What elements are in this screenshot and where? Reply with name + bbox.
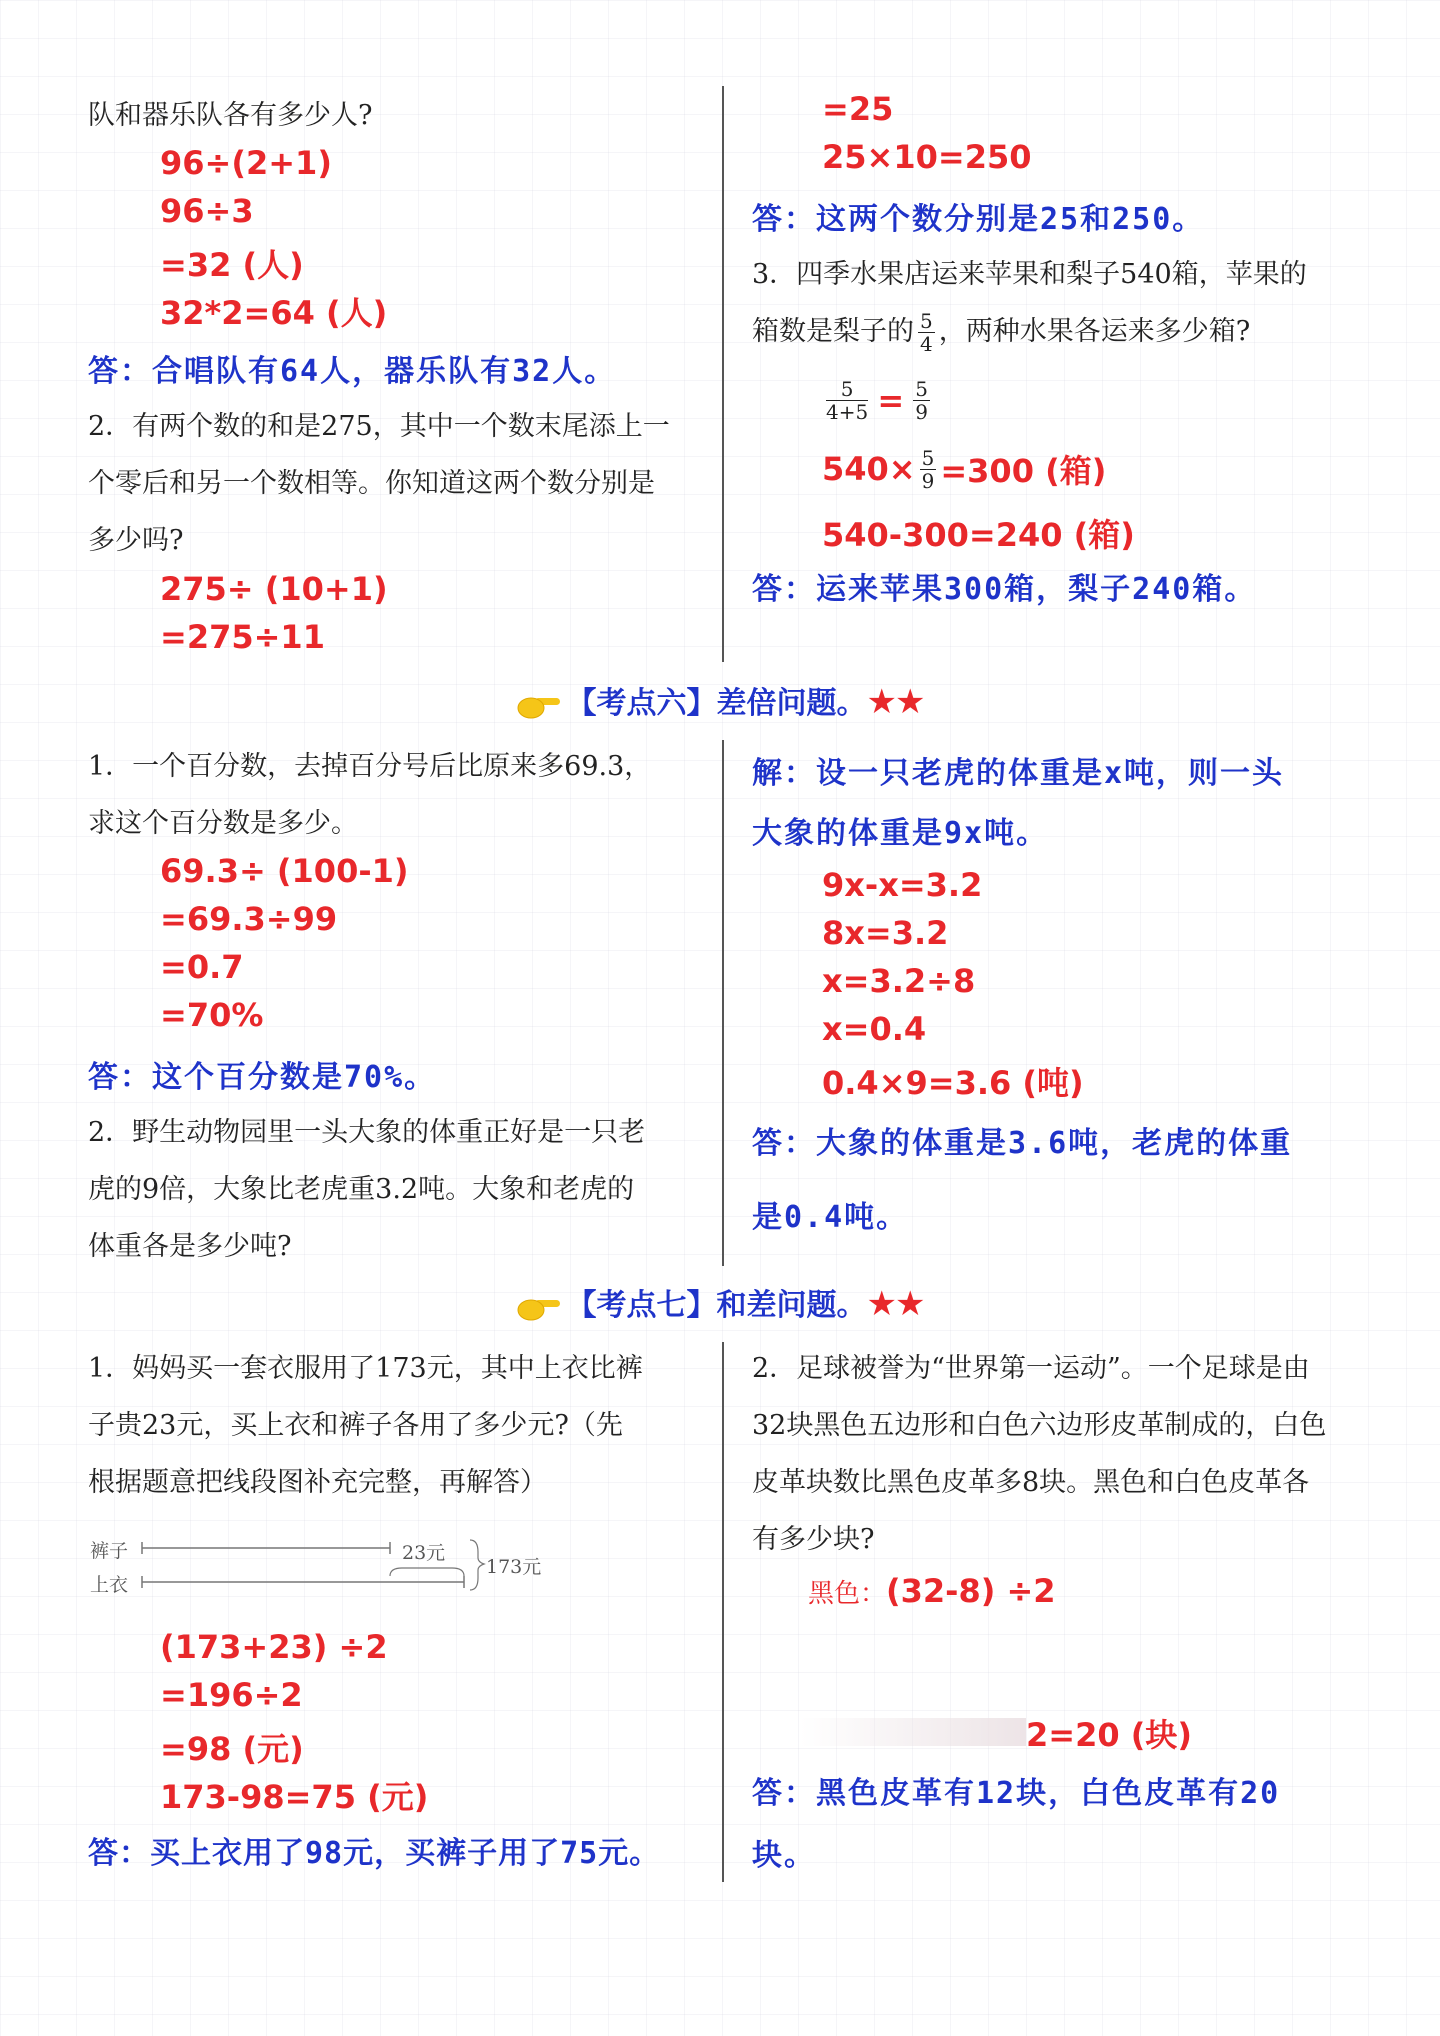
answer: 答：合唱队有64人，器乐队有32人。	[88, 354, 617, 389]
line-segment-diagram	[90, 1532, 570, 1602]
black-label: 黑色：	[808, 1579, 887, 1609]
question-3	[752, 310, 1250, 355]
solution-step: 黑色：(32-8) ÷2	[808, 1572, 1056, 1610]
solution-step: =69.3÷99	[160, 900, 338, 938]
question-1: 1．妈妈买一套衣服用了173元，其中上衣比裤	[88, 1353, 643, 1384]
solution-step: 173-98=75 (元)	[160, 1778, 429, 1816]
solution-step: $\frac{5}{4+5}$ = $\frac{5}{9}$	[826, 377, 928, 424]
answer: 答：这两个数分别是25和250。	[752, 202, 1205, 237]
solution-intro: 解：设一只老虎的体重是x吨，则一头	[752, 756, 1285, 791]
column-divider-6	[722, 740, 724, 1266]
question-1: 子贵23元，买上衣和裤子各用了多少元?（先	[88, 1410, 623, 1441]
question-2: 2．足球被誉为“世界第一运动”。一个足球是由	[752, 1353, 1310, 1384]
solution-step: =25	[822, 90, 894, 128]
pointing-hand-icon	[517, 1294, 561, 1320]
pointing-hand-icon	[517, 692, 561, 718]
fraction: $\frac{5}{9}$	[915, 377, 928, 424]
solution-step: x=0.4	[822, 1010, 927, 1048]
diagram-label-diff: 23元	[402, 1542, 446, 1564]
solution-step: 96÷3	[160, 192, 254, 230]
section-heading-6: 【考点六】差倍问题。★★	[0, 678, 1440, 722]
answer: 答：买上衣用了98元，买裤子用了75元。	[88, 1836, 661, 1871]
answer: 块。	[752, 1838, 816, 1873]
solution-step: =98 (元)	[160, 1730, 304, 1768]
solution-step: 2=20 (块)	[1026, 1716, 1193, 1754]
solution-step: =275÷11	[160, 618, 325, 656]
question-2: 有多少块?	[752, 1524, 875, 1555]
fraction: $\frac{5}{9}$	[921, 445, 935, 493]
solution-step: =70%	[160, 996, 264, 1034]
diagram-label-pants: 裤子	[90, 1540, 129, 1562]
answer: 是0.4吨。	[752, 1200, 909, 1235]
diagram-label-total: 173元	[486, 1556, 542, 1578]
question-1: 根据题意把线段图补充完整，再解答）	[88, 1467, 547, 1498]
solution-step: (173+23) ÷2	[160, 1628, 388, 1666]
fraction: $\frac{5}{4+5}$	[826, 377, 869, 424]
question-3-text: 箱数是梨子的	[752, 316, 914, 347]
question-2: 2．野生动物园里一头大象的体重正好是一只老	[88, 1117, 646, 1148]
solution-step: =196÷2	[160, 1676, 303, 1714]
question-2: 皮革块数比黑色皮革多8块。黑色和白色皮革各	[752, 1467, 1310, 1498]
answer: 答：大象的体重是3.6吨，老虎的体重	[752, 1126, 1293, 1161]
solution-step: 540× $\frac{5}{9}$ =300 (箱)	[822, 445, 1107, 493]
question-2: 多少吗?	[88, 525, 184, 556]
question-continuation: 队和器乐队各有多少人?	[88, 100, 373, 131]
question-3: 3．四季水果店运来苹果和梨子540箱，苹果的	[752, 259, 1307, 290]
star-rating: ★★	[866, 1284, 924, 1324]
question-2: 2．有两个数的和是275，其中一个数末尾添上一	[88, 411, 670, 442]
solution-intro: 大象的体重是9x吨。	[752, 816, 1049, 851]
fraction: $\frac{5}{4}$	[920, 309, 933, 356]
star-rating: ★★	[866, 682, 924, 722]
question-2: 个零后和另一个数相等。你知道这两个数分别是	[88, 468, 655, 499]
solution-step: 8x=3.2	[822, 914, 949, 952]
answer: 答：这个百分数是70%。	[88, 1060, 437, 1095]
column-divider-7	[722, 1342, 724, 1882]
solution-step: 275÷ (10+1)	[160, 570, 388, 608]
solution-step: 96÷(2+1)	[160, 144, 332, 182]
question-2: 体重各是多少吨?	[88, 1231, 292, 1262]
solution-step: =0.7	[160, 948, 244, 986]
column-divider-top	[722, 86, 724, 662]
solution-step: 69.3÷ (100-1)	[160, 852, 409, 890]
question-3-text: ，两种水果各运来多少箱?	[938, 316, 1251, 347]
question-2: 虎的9倍，大象比老虎重3.2吨。大象和老虎的	[88, 1174, 635, 1205]
section-heading-7: 【考点七】和差问题。★★	[0, 1280, 1440, 1324]
solution-step: 25×10=250	[822, 138, 1032, 176]
diagram-label-shirt: 上衣	[90, 1574, 129, 1596]
question-1: 1．一个百分数，去掉百分号后比原来多69.3，	[88, 751, 652, 782]
solution-step: 540-300=240 (箱)	[822, 516, 1135, 554]
question-2: 32块黑色五边形和白色六边形皮革制成的，白色	[752, 1410, 1327, 1441]
answer: 答：运来苹果300箱，梨子240箱。	[752, 572, 1257, 607]
solution-step: x=3.2÷8	[822, 962, 976, 1000]
solution-step: 0.4×9=3.6 (吨)	[822, 1064, 1084, 1102]
question-1: 求这个百分数是多少。	[88, 808, 358, 839]
solution-step: 9x-x=3.2	[822, 866, 983, 904]
solution-step: =32 (人)	[160, 246, 304, 284]
answer: 答：黑色皮革有12块，白色皮革有20	[752, 1776, 1281, 1811]
faded-smudge	[800, 1718, 1026, 1746]
solution-step: 32*2=64 (人)	[160, 294, 388, 332]
